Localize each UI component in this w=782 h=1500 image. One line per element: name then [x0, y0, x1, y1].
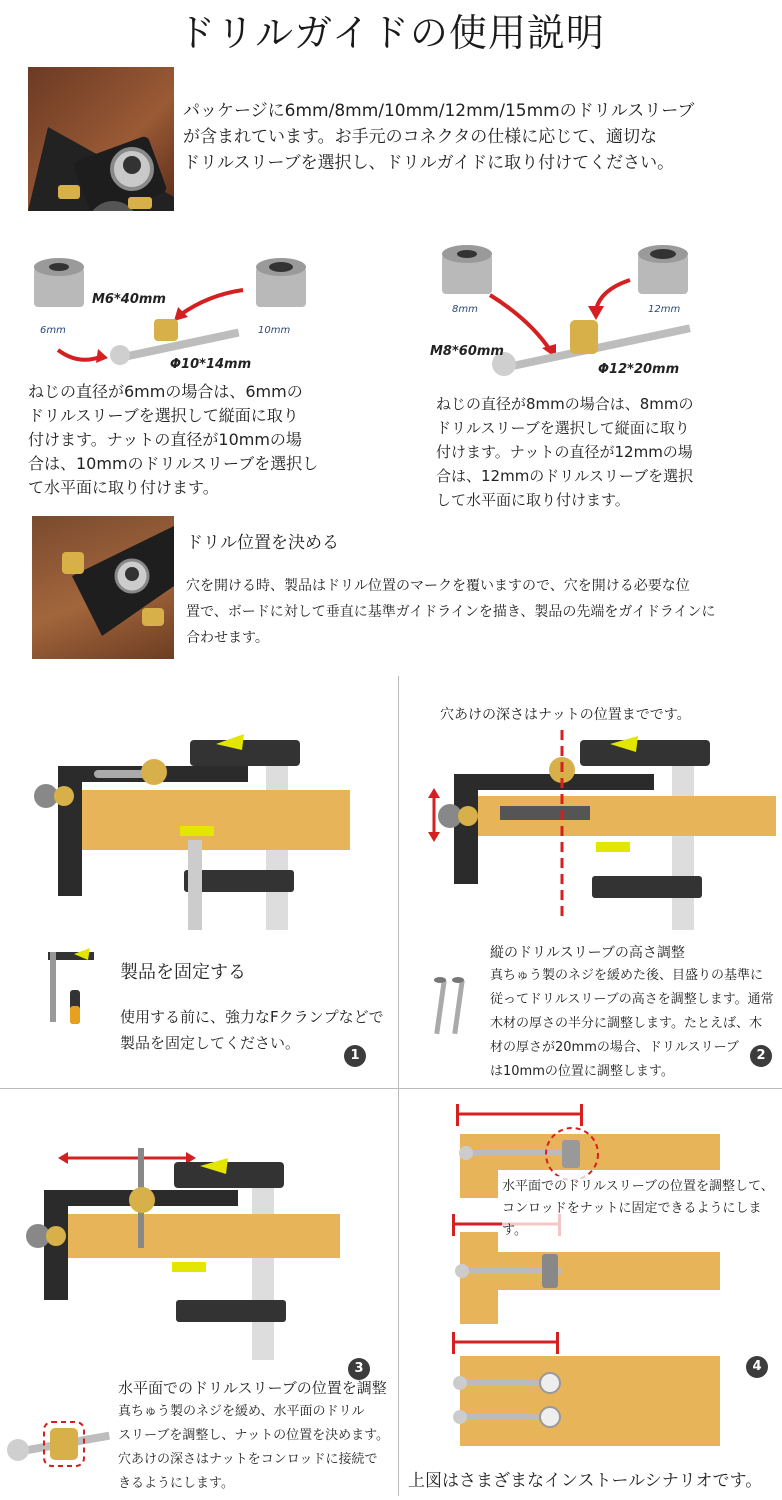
position-heading: ドリル位置を決める	[186, 533, 339, 553]
step4-number: 4	[746, 1356, 768, 1378]
left-text-line: ねじの直径が6mmの場合は、6mmの	[28, 382, 303, 401]
right-sleeve-8mm-label: 8mm	[452, 304, 478, 315]
step2-line: 従ってドリルスリーブの高さを調整します。通常	[490, 992, 774, 1007]
step4-diagram	[440, 1100, 740, 1450]
clamp-icon	[44, 946, 100, 1026]
step2-line: は10mmの位置に調整します。	[490, 1064, 674, 1079]
right-text-line: 合は、12mmのドリルスリーブを選択	[436, 467, 694, 485]
step3-line: 水平面でのドリルスリーブの位置を調整	[118, 1379, 387, 1397]
step4-footer: 上図はさまざまなインストールシナリオです。	[408, 1471, 763, 1491]
left-text-line: ドリルスリーブを選択して縦面に取り	[28, 406, 299, 425]
left-text-line: 付けます。ナットの直径が10mmの場	[28, 430, 302, 449]
nut-bolt-icon	[4, 1398, 116, 1470]
step2-line: 真ちゅう製のネジを緩めた後、目盛りの基準に	[490, 968, 764, 983]
intro-photo	[28, 67, 174, 211]
step2-top-label: 穴あけの深さはナットの位置までです。	[440, 707, 691, 723]
divider-vertical	[398, 676, 399, 1496]
position-line: 合わせます。	[186, 630, 269, 646]
right-nut-label: Φ12*20mm	[598, 362, 680, 377]
right-text-line: ねじの直径が8mmの場合は、8mmの	[436, 395, 694, 413]
step1-line: 製品を固定してください。	[120, 1034, 301, 1052]
step1-heading: 製品を固定する	[120, 962, 246, 983]
step2-text	[490, 964, 782, 1084]
right-sleeve-12mm-label: 12mm	[648, 304, 681, 315]
right-screw-label: M8*60mm	[430, 344, 504, 359]
page-title: ドリルガイドの使用説明	[177, 11, 605, 55]
intro-text	[183, 98, 763, 176]
step3-line: スリーブを調整し、ナットの位置を決めます。	[118, 1428, 390, 1443]
divider-horizontal	[0, 1088, 782, 1089]
step3-line: 真ちゅう製のネジを緩め、水平面のドリル	[118, 1404, 365, 1419]
left-sleeve-10mm-label: 10mm	[258, 325, 291, 336]
right-text-line: ドリルスリーブを選択して縦面に取り	[436, 419, 690, 437]
left-text-line: て水平面に取り付けます。	[28, 478, 219, 497]
intro-line: が含まれています。お手元のコネクタの仕様に応じて、適切な	[183, 127, 657, 147]
step4-caption-line: コンロッドをナットに固定できるようにします。	[502, 1201, 762, 1238]
sleeve-8mm-icon	[442, 245, 492, 294]
step2-line: 材の厚さが20mmの場合、ドリルスリーブ	[490, 1040, 739, 1055]
screws-icon	[430, 972, 474, 1038]
position-text	[186, 573, 776, 651]
step1-diagram	[30, 720, 380, 930]
left-sleeve-6mm-label: 6mm	[40, 325, 66, 336]
step4-caption-line: 水平面でのドリルスリーブの位置を調整して、	[502, 1179, 774, 1194]
intro-line: パッケージに6mm/8mm/10mm/12mm/15mmのドリルスリーブ	[183, 101, 695, 121]
left-text-line: 合は、10mmのドリルスリーブを選択し	[28, 454, 319, 473]
step2-line: 木材の厚さの半分に調整します。たとえば、木	[490, 1016, 762, 1031]
step3-text	[118, 1376, 398, 1496]
step3-number: 3	[348, 1358, 370, 1380]
step2-diagram	[410, 730, 780, 930]
step2-heading: 縦のドリルスリーブの高さ調整	[490, 945, 685, 961]
position-photo	[32, 516, 174, 659]
left-nut-label: Φ10*14mm	[170, 357, 252, 372]
step1-line: 使用する前に、強力なFクランプなどで	[120, 1008, 384, 1026]
left-sleeve-text	[28, 380, 358, 500]
position-line: 置で、ボードに対して垂直に基準ガイドラインを描き、製品の先端をガイドラインに	[186, 604, 716, 620]
step3-diagram	[24, 1140, 364, 1360]
step1-number: 1	[344, 1045, 366, 1067]
right-text-line: 付けます。ナットの直径が12mmの場	[436, 443, 693, 461]
right-text-line: して水平面に取り付けます。	[436, 491, 630, 509]
sleeve-10mm-icon	[256, 258, 306, 307]
step3-line: 穴あけの深さはナットをコンロッドに接続で	[118, 1452, 378, 1467]
step3-line: きるようにします。	[118, 1476, 234, 1491]
step2-number: 2	[750, 1045, 772, 1067]
left-screw-label: M6*40mm	[92, 292, 166, 307]
intro-line: ドリルスリーブを選択し、ドリルガイドに取り付けてください。	[183, 153, 675, 173]
sleeve-6mm-icon	[34, 258, 84, 307]
sleeve-12mm-icon	[638, 245, 688, 294]
step4-caption	[502, 1176, 782, 1242]
right-sleeve-text	[436, 392, 766, 512]
position-line: 穴を開ける時、製品はドリル位置のマークを覆いますので、穴を開ける必要な位	[186, 578, 690, 594]
